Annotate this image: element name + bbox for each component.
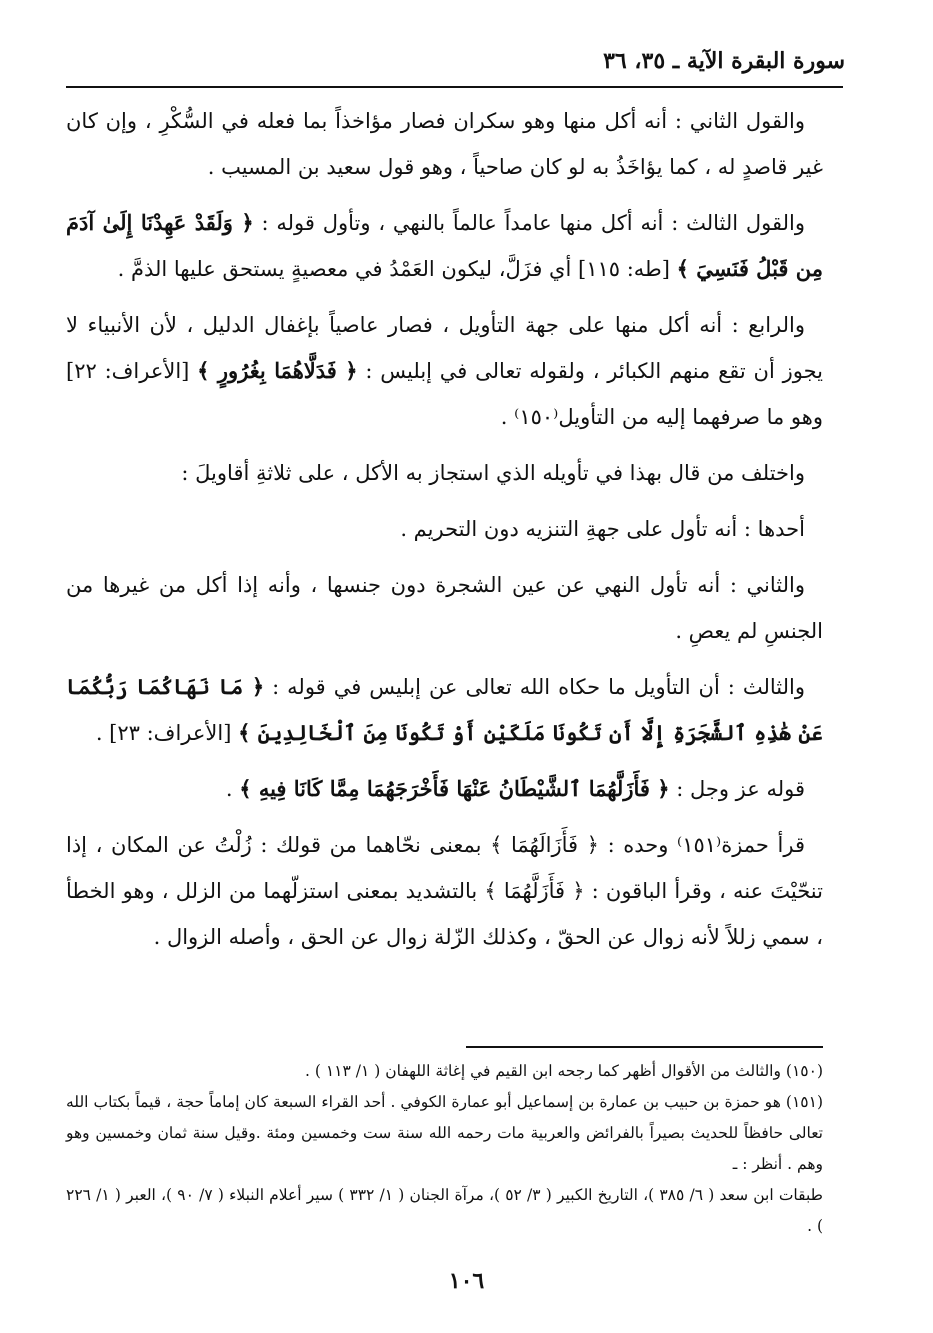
footnotes (66, 1056, 823, 1242)
paragraph-readings: قرأ حمزة⁽١٥١⁾ وحده : ﴿ فَأَزَالَهُمَا ﴾ بمعنى نحّاهما من قولك : زُلْتُ عن المكان ، إذا تنحّيْتَ عنه ، وقرأ الباقون : ﴿ فَأَزَلَّهُمَا ﴾ بالتشديد بمعنى استزلّهما من الزلل ، وهو الخطأ ، سمي زللاً لأنه زوال عن الحقّ ، وكذلك الزّلة زوال عن الحق ، وأصله الزوال . (66, 833, 823, 949)
footnote-151-references: طبقات ابن سعد ( ٦/ ٣٨٥ )، التاريخ الكبير ( ٣/ ٥٢ )، مرآة الجنان ( ١/ ٣٣٢ ) سير أعلام النبلاء ( ٧/ ٩٠ )، العبر ( ١/ ٢٢٦ ) . (66, 1186, 823, 1235)
paragraph-second-saying: والقول الثاني : أنه أكل منها وهو سكران فصار مؤاخذاً بما فعله في السُّكْرِ ، وإن كان غير قاصدٍ له ، كما يؤاخَذُ به لو كان صاحياً ، وهو قول سعيد بن المسيب . (66, 109, 823, 179)
running-header: سورة البقرة الآية ـ ٣٥، ٣٦ (603, 48, 845, 74)
paragraph-second-view: والثاني : أنه تأول النهي عن عين الشجرة دون جنسها ، وأنه إذا أكل من غيرها من الجنسِ لم يعصِ . (66, 573, 823, 643)
page-number: ١٠٦ (448, 1268, 485, 1294)
quran-verse: ﴿ وَلَقَدْ عَهِدْنَا إِلَىٰ آدَمَ مِن قَبْلُ فَنَسِيَ ﴾ (66, 210, 823, 281)
paragraph-text: والرابع : أنه أكل منها على جهة التأويل ، فصار عاصياً بإغفال الدليل ، لأن الأنبياء لا يجوز أن تقع منهم الكبائر ، ولقوله تعالى في إبليس : (66, 313, 823, 383)
paragraph-first-view: أحدها : أنه تأول على جهةِ التنزيه دون التحريم . (400, 517, 805, 541)
header-divider (66, 86, 843, 88)
main-text (66, 98, 823, 970)
footnote-151: (١٥١) هو حمزة بن حبيب بن عمارة بن إسماعيل أبو عمارة الكوفي . أحد القراء السبعة كان إماماً حجة ، قيماً بكتاب الله تعالى حافظاً للحديث بصيراً بالفرائض والعربية مات رحمه الله سنة ست وخمسين ومئة .وقيل سنة ثمان وخمسين وهو وهم . أنظر : ـ (66, 1093, 823, 1173)
paragraph-verse-heading (66, 766, 823, 812)
paragraph-text: قوله عز وجل : (669, 777, 805, 801)
footnote-divider (466, 1046, 823, 1048)
footnote-150: (١٥٠) والثالث من الأقوال أظهر كما رجحه ابن القيم في إغاثة اللهفان ( ١/ ١١٣ ) . (305, 1062, 823, 1080)
quran-verse: ﴿ مَا نَهَاكُمَا رَبُّكُمَا عَنْ هَٰذِهِ ٱلشَّجَرَةِ إِلَّا أَن تَكُونَا مَلَكَيْنِ أَوْ تَكُونَا مِنَ ٱلْخَالِدِينَ ﴾ (66, 674, 823, 745)
paragraph-text: [الأعراف: ٢٣] . (95, 721, 239, 745)
paragraph-disagreement: واختلف من قال بهذا في تأويله الذي استجاز به الأكل ، على ثلاثةِ أقاويلَ : (181, 461, 805, 485)
quran-verse: ﴿ فَأَزَلَّهُمَا ٱلشَّيْطَانُ عَنْهَا فَأَخْرَجَهُمَا مِمَّا كَانَا فِيهِ ﴾ (239, 776, 670, 801)
paragraph-text: [طه: ١١٥] أي فزَلَّ، ليكون العَمْدُ في معصيةٍ يستحق عليها الذمَّ . (117, 257, 677, 281)
paragraph-third-view (66, 664, 823, 756)
paragraph-text: [الأعراف: ٢٢] وهو ما صرفهما إليه من التأويل⁽١٥٠⁾ . (66, 359, 823, 429)
quran-verse: ﴿ فَدَلَّاهُمَا بِغُرُورٍ ﴾ (197, 358, 358, 383)
paragraph-fourth-saying (66, 302, 823, 440)
paragraph-text: والثالث : أن التأويل ما حكاه الله تعالى عن إبليس في قوله : (264, 675, 805, 699)
paragraph-text: . (225, 777, 240, 801)
paragraph-third-saying (66, 200, 823, 292)
paragraph-text: والقول الثالث : أنه أكل منها عامداً عالماً بالنهي ، وتأول قوله : (253, 211, 805, 235)
